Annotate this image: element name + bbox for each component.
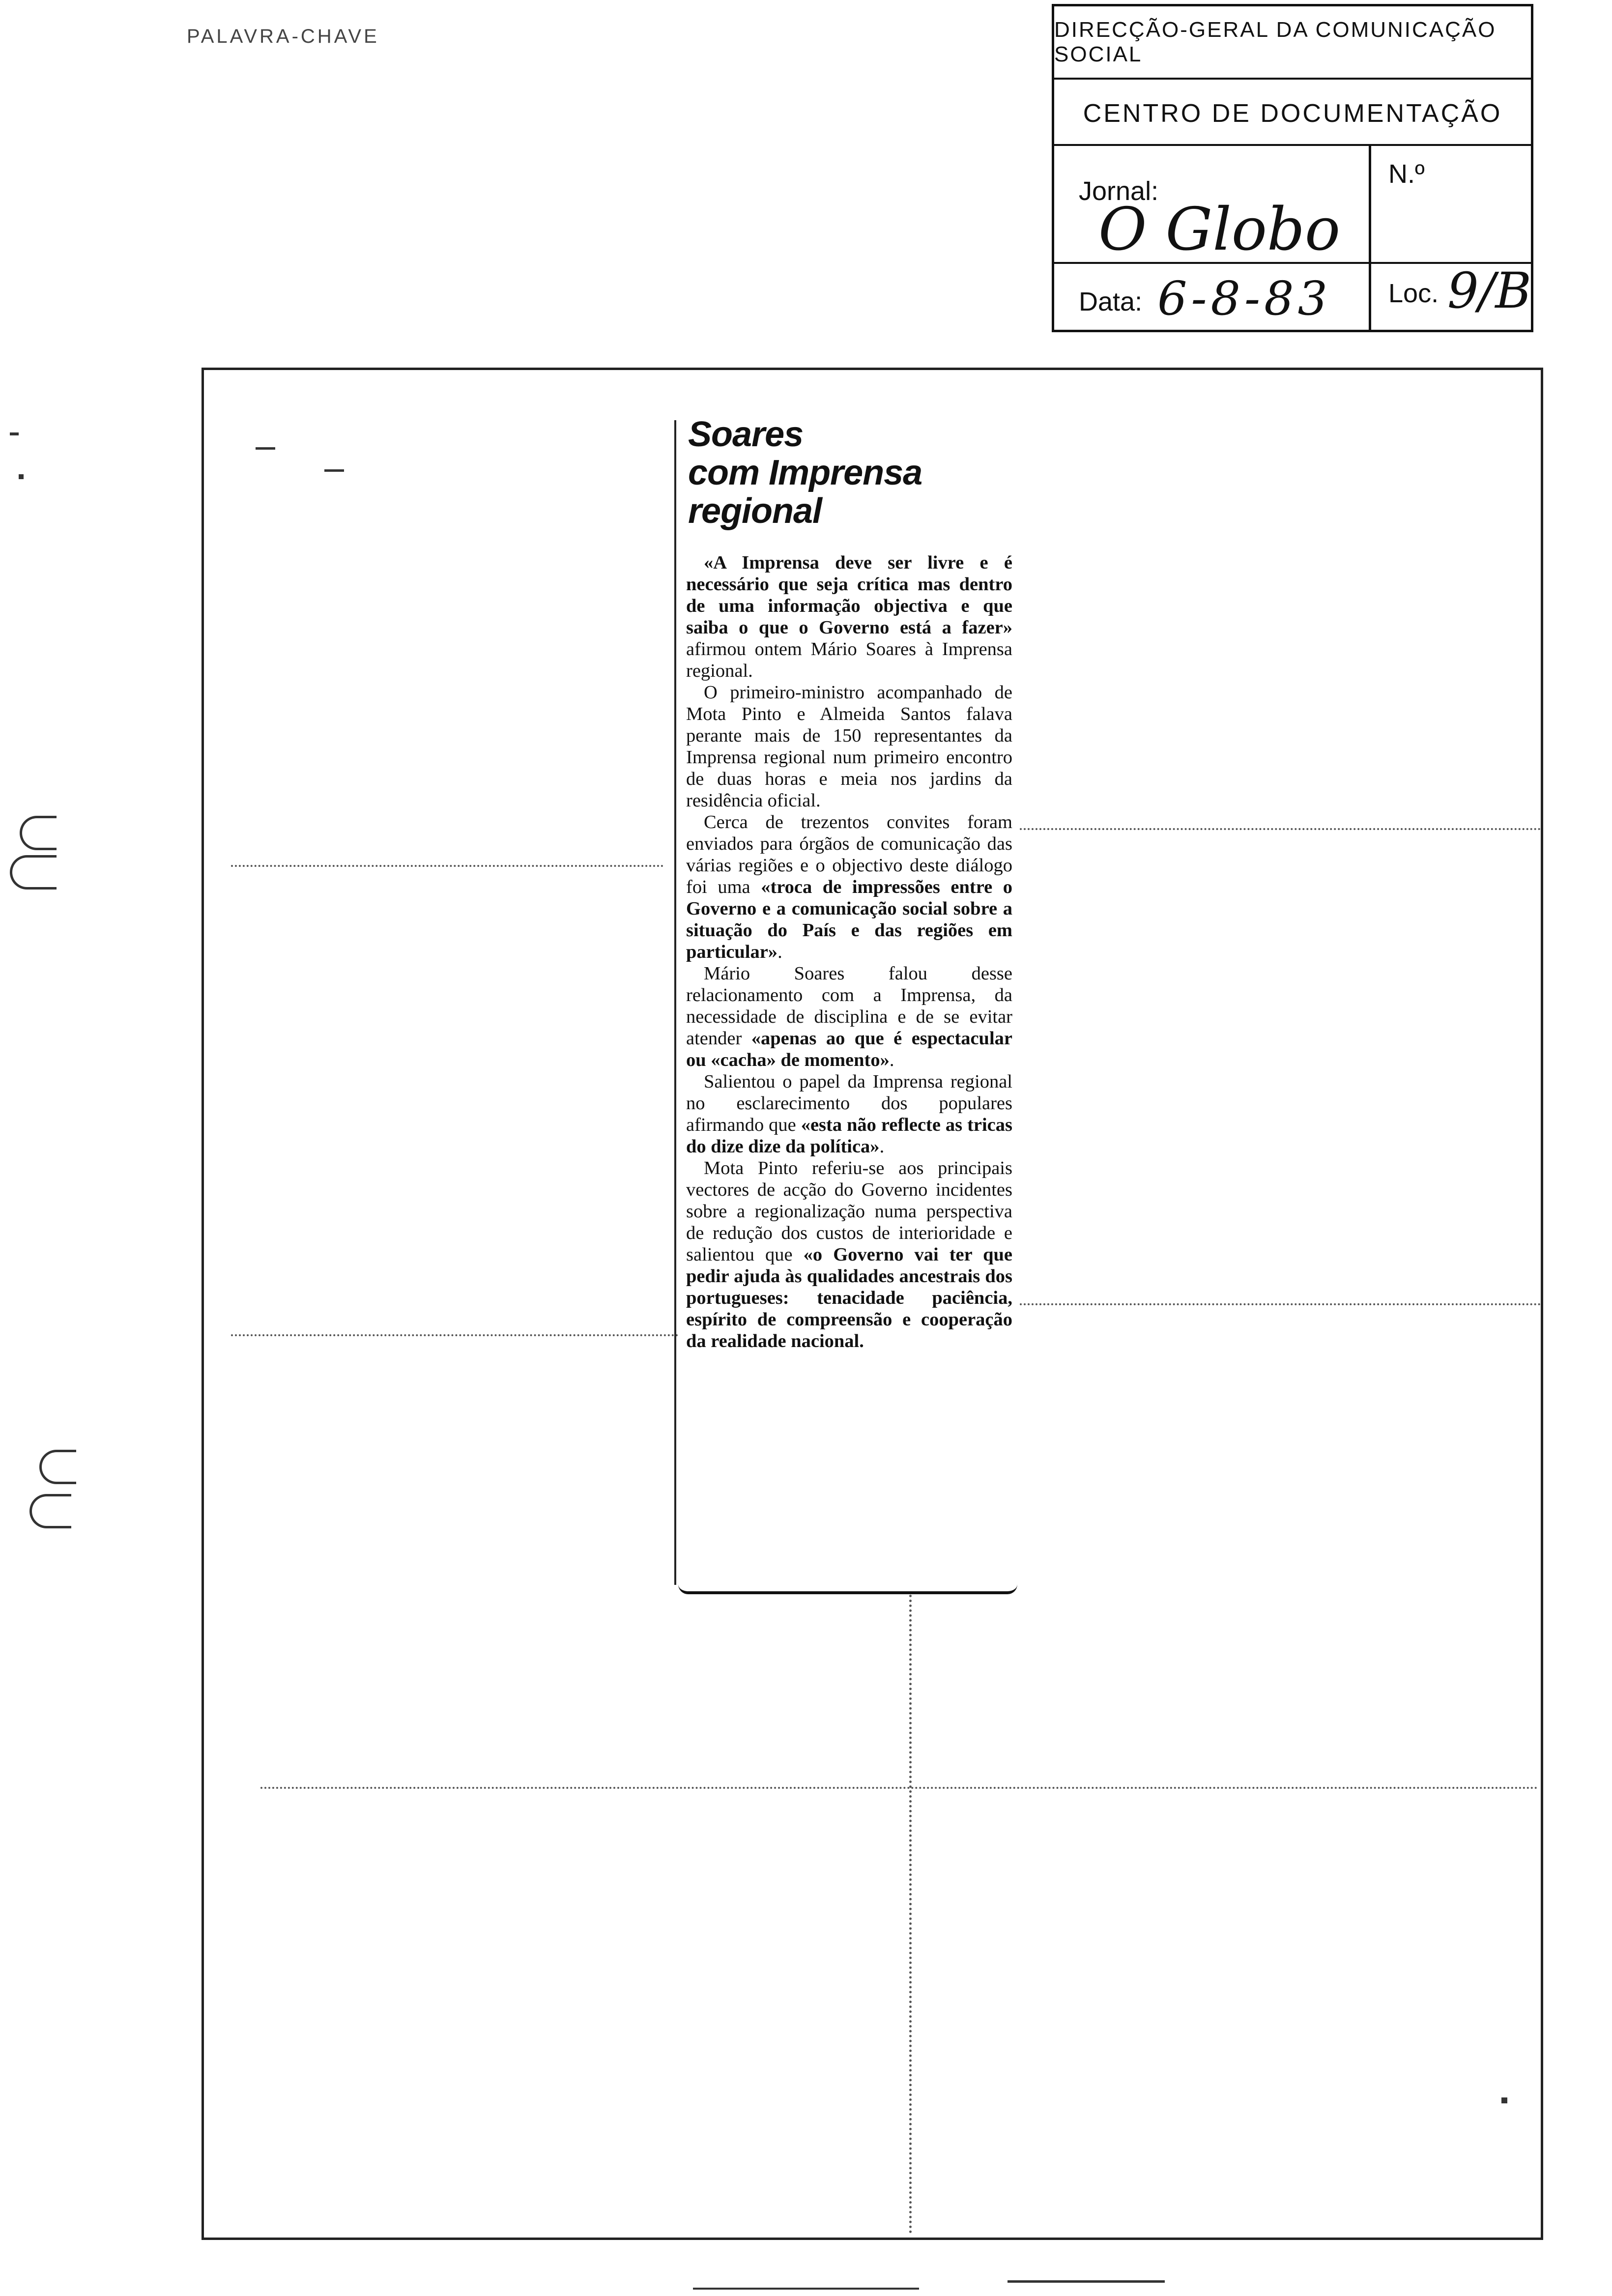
scan-speck bbox=[10, 432, 19, 435]
article-paragraph bbox=[686, 682, 1012, 811]
loc-value: 9/B bbox=[1447, 262, 1531, 319]
quoted-text: «A Imprensa deve ser livre e é necessário que seja crítica mas dentro de uma informação objectiva e que saiba o que o Governo está a fazer» bbox=[686, 552, 1012, 638]
body-text: O primeiro-ministro acompanhado de Mota Pinto e Almeida Santos falava perante mais de 150 representantes da Imprensa regional num primeiro encontro de duas horas e meia nos jardins da residência oficial. bbox=[686, 682, 1012, 811]
stamp-divider bbox=[1054, 144, 1531, 146]
scan-speck bbox=[1501, 2097, 1507, 2103]
body-text: . bbox=[879, 1136, 885, 1157]
scan-speck bbox=[256, 447, 275, 450]
scan-speck bbox=[693, 2288, 919, 2290]
body-text: Cerca de trezentos convites foram enviados para órgãos de comunicação das várias regiões e o objectivo deste diálogo foi uma bbox=[686, 812, 1012, 897]
body-text: afirmou ontem Mário Soares à Imprensa regional. bbox=[686, 639, 1012, 681]
body-text: Mário Soares falou desse relacionamento com a Imprensa, da necessidade de disciplina e de se evitar atender bbox=[686, 963, 1012, 1049]
quoted-text: «apenas ao que é espectacular ou «cacha» de momento» bbox=[686, 1028, 1012, 1070]
stamp-center-title: CENTRO DE DOCUMENTAÇÃO bbox=[1083, 99, 1502, 128]
dotted-guide bbox=[1020, 828, 1541, 830]
keyword-label: PALAVRA-CHAVE bbox=[187, 26, 379, 47]
margin-mark bbox=[39, 1450, 76, 1484]
body-text: Salientou o papel da Imprensa regional no esclarecimento dos populares afirmando que bbox=[686, 1071, 1012, 1135]
dotted-guide bbox=[231, 865, 663, 867]
article-paragraph bbox=[686, 552, 1012, 682]
headline-line: Soares bbox=[688, 415, 804, 454]
stamp-column-divider bbox=[1369, 145, 1371, 331]
scan-speck bbox=[1008, 2280, 1165, 2283]
article-paragraph bbox=[686, 963, 1012, 1071]
dotted-guide bbox=[231, 1334, 678, 1336]
jornal-value: O Globo bbox=[1098, 196, 1341, 264]
margin-mark bbox=[29, 1494, 71, 1528]
body-text: . bbox=[889, 1050, 894, 1070]
article-paragraph bbox=[686, 1157, 1012, 1352]
clipping-edge bbox=[678, 1582, 1017, 1594]
data-value: 6-8-83 bbox=[1157, 272, 1331, 326]
dotted-guide bbox=[909, 1595, 912, 2234]
dotted-guide bbox=[1020, 1303, 1541, 1305]
quoted-text: «o Governo vai ter que pedir ajuda às qualidades ancestrais dos portugueses: tenacidade paciência, espírito de compreensão e cooperação da realidade nacional. bbox=[686, 1244, 1012, 1351]
article-paragraph bbox=[686, 811, 1012, 963]
headline-line: com Imprensa bbox=[688, 453, 922, 492]
margin-mark bbox=[20, 816, 57, 850]
margin-mark bbox=[10, 855, 57, 890]
loc-label: Loc. bbox=[1388, 279, 1439, 308]
dotted-guide bbox=[260, 1787, 1538, 1789]
scan-speck bbox=[19, 474, 24, 479]
article-body bbox=[686, 552, 1012, 1352]
jornal-label: Jornal: bbox=[1079, 176, 1159, 206]
body-text: . bbox=[777, 942, 782, 962]
headline-line: regional bbox=[688, 491, 822, 531]
scan-speck bbox=[324, 469, 344, 472]
quoted-text: «esta não reflecte as tricas do dize dize da política» bbox=[686, 1115, 1012, 1157]
documentation-stamp bbox=[1052, 4, 1533, 332]
body-text: Mota Pinto referiu-se aos principais vectores de acção do Governo incidentes sobre a regionalização numa perspectiva de redução dos custos de interioridade e salientou que bbox=[686, 1158, 1012, 1265]
stamp-header: DIRECÇÃO-GERAL DA COMUNICAÇÃO SOCIAL bbox=[1054, 6, 1531, 80]
clipping-edge bbox=[674, 420, 676, 1585]
data-label: Data: bbox=[1079, 287, 1143, 316]
article-headline bbox=[688, 415, 1003, 530]
article-paragraph bbox=[686, 1071, 1012, 1157]
quoted-text: «troca de impressões entre o Governo e a comunicação social sobre a situação do País e das regiões em particular» bbox=[686, 877, 1012, 962]
numero-label: N.º bbox=[1388, 159, 1425, 189]
